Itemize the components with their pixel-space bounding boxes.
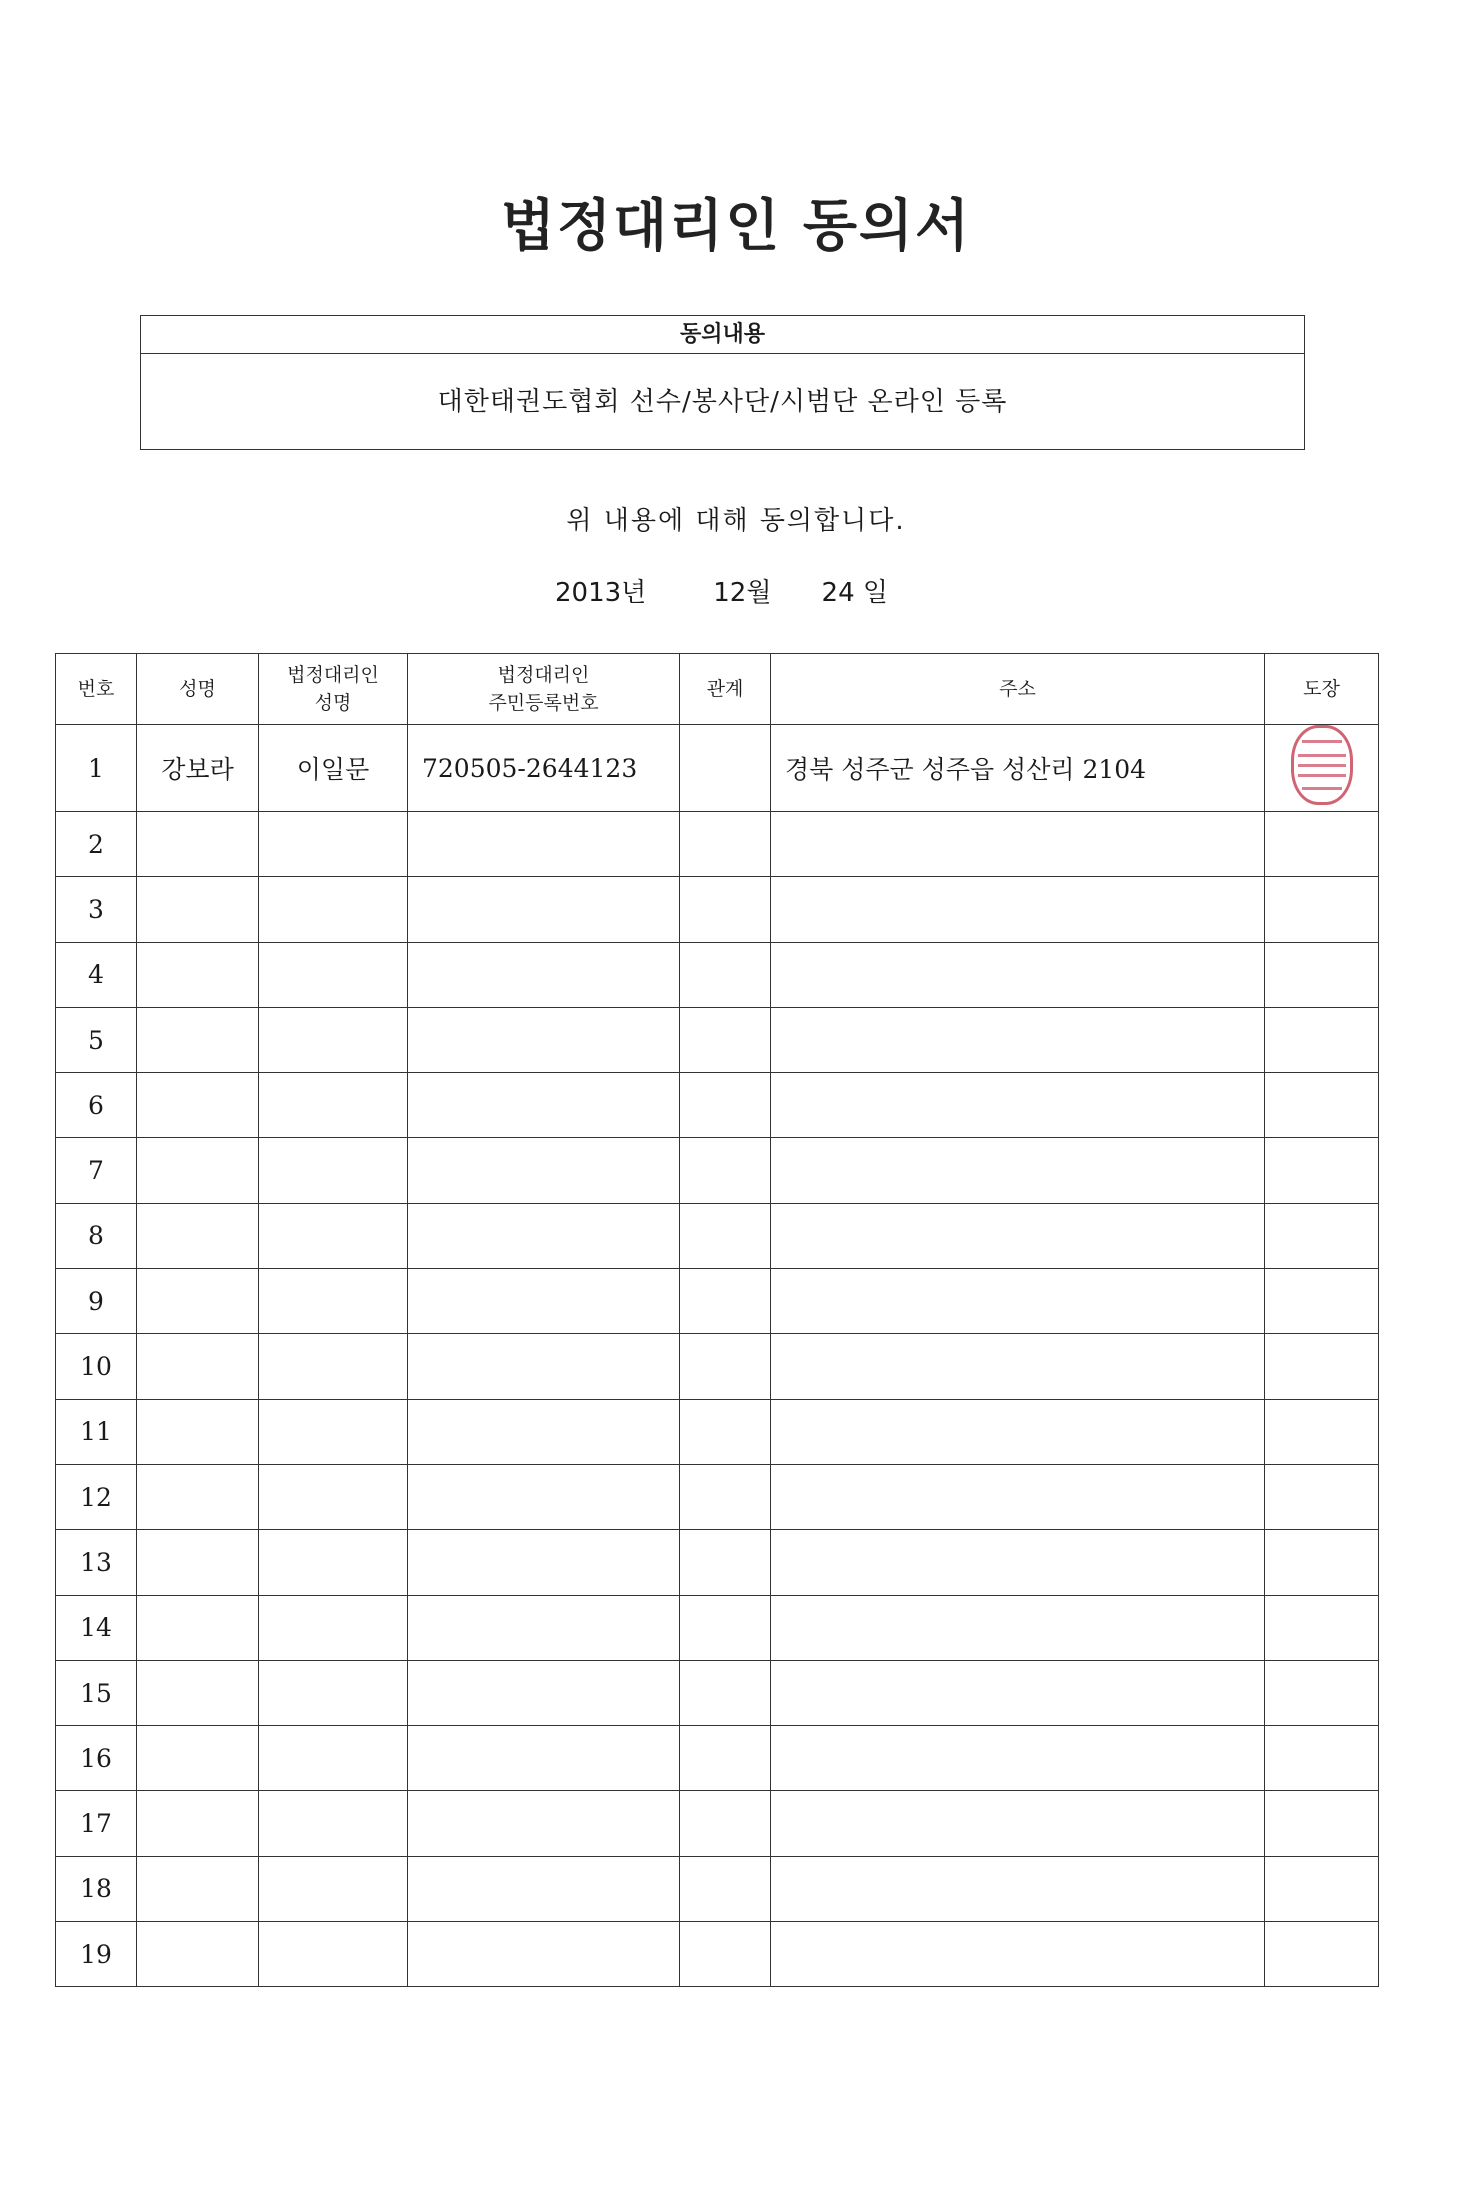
- row-address: 경북 성주군 성주읍 성산리 2104: [771, 725, 1265, 812]
- row-relation: [680, 1334, 771, 1399]
- row-number: 8: [56, 1203, 137, 1268]
- row-seal: [1265, 877, 1379, 942]
- row-relation: [680, 725, 771, 812]
- row-guardian-name: [259, 1922, 408, 1987]
- row-relation: [680, 1726, 771, 1791]
- table-row: [56, 1138, 1379, 1203]
- row-name: [137, 1464, 259, 1529]
- row-number: 5: [56, 1007, 137, 1072]
- row-guardian-name: [259, 877, 408, 942]
- consent-text: 대한태권도협회 선수/봉사단/시범단 온라인 등록: [437, 387, 1008, 417]
- row-seal: [1265, 1660, 1379, 1725]
- table-row: [56, 1073, 1379, 1138]
- consent-box: [140, 315, 1305, 450]
- row-name: [137, 1269, 259, 1334]
- row-guardian-id: [408, 1660, 680, 1725]
- row-address: [771, 1660, 1265, 1725]
- row-address: [771, 1138, 1265, 1203]
- row-number: 4: [56, 942, 137, 1007]
- row-guardian-id: [408, 1138, 680, 1203]
- row-relation: [680, 1530, 771, 1595]
- table-row: [56, 1334, 1379, 1399]
- row-address: [771, 1922, 1265, 1987]
- row-address: [771, 1073, 1265, 1138]
- table-row: [56, 1791, 1379, 1856]
- row-address: [771, 1269, 1265, 1334]
- row-number: 19: [56, 1922, 137, 1987]
- row-guardian-id: [408, 1464, 680, 1529]
- row-number: 10: [56, 1334, 137, 1399]
- row-number: 15: [56, 1660, 137, 1725]
- row-guardian-name: [259, 942, 408, 1007]
- row-guardian-name: [259, 1530, 408, 1595]
- guardian-roster-table: [55, 653, 1379, 1987]
- table-row: [56, 1922, 1379, 1987]
- seal-stamp-stroke: [1298, 754, 1346, 757]
- row-seal: [1265, 942, 1379, 1007]
- row-guardian-id: [408, 1399, 680, 1464]
- header-relation: 관계: [680, 654, 771, 725]
- header-guardian-name-line1: 법정대리인: [287, 664, 379, 686]
- table-row: [56, 1660, 1379, 1725]
- row-address: [771, 1791, 1265, 1856]
- row-guardian-name: [259, 1464, 408, 1529]
- row-name: [137, 1399, 259, 1464]
- row-name: [137, 1073, 259, 1138]
- row-guardian-id: [408, 1791, 680, 1856]
- table-row: [56, 1399, 1379, 1464]
- row-name: [137, 812, 259, 877]
- row-relation: [680, 877, 771, 942]
- row-number: 2: [56, 812, 137, 877]
- row-seal: [1265, 1073, 1379, 1138]
- row-seal: [1265, 1203, 1379, 1268]
- row-guardian-id: [408, 1269, 680, 1334]
- row-seal: [1265, 1726, 1379, 1791]
- header-guardian-id-line2: 주민등록번호: [488, 692, 599, 714]
- row-guardian-id: [408, 877, 680, 942]
- row-guardian-name: [259, 1595, 408, 1660]
- row-address: [771, 1007, 1265, 1072]
- row-guardian-name: [259, 1399, 408, 1464]
- row-name: [137, 1660, 259, 1725]
- row-guardian-id: [408, 1073, 680, 1138]
- row-guardian-name: [259, 1269, 408, 1334]
- row-guardian-name: [259, 1073, 408, 1138]
- consent-header: 동의내용: [141, 316, 1304, 354]
- row-seal: [1265, 1530, 1379, 1595]
- row-relation: [680, 1595, 771, 1660]
- row-relation: [680, 1399, 771, 1464]
- seal-stamp-icon: [1291, 725, 1353, 805]
- row-seal: [1265, 1138, 1379, 1203]
- row-address: [771, 1530, 1265, 1595]
- row-name: [137, 1726, 259, 1791]
- table-row: [56, 1007, 1379, 1072]
- row-relation: [680, 1203, 771, 1268]
- row-number: 11: [56, 1399, 137, 1464]
- row-seal: [1265, 1269, 1379, 1334]
- row-guardian-name: [259, 1856, 408, 1921]
- row-relation: [680, 1007, 771, 1072]
- table-row: [56, 1726, 1379, 1791]
- row-guardian-name: [259, 1726, 408, 1791]
- page-title: 법정대리인 동의서: [500, 194, 972, 259]
- header-address: 주소: [771, 654, 1265, 725]
- row-name: [137, 1791, 259, 1856]
- row-guardian-id: [408, 1334, 680, 1399]
- header-number: 번호: [56, 654, 137, 725]
- row-seal: [1265, 1791, 1379, 1856]
- row-guardian-id: [408, 812, 680, 877]
- date-day: 24 일: [821, 578, 888, 608]
- row-relation: [680, 1660, 771, 1725]
- agree-statement: 위 내용에 대해 동의합니다.: [566, 506, 906, 536]
- row-relation: [680, 1464, 771, 1529]
- row-guardian-id: [408, 1922, 680, 1987]
- header-guardian-name: [259, 654, 408, 725]
- row-relation: [680, 1269, 771, 1334]
- table-row: [56, 725, 1379, 812]
- row-address: [771, 1203, 1265, 1268]
- row-address: [771, 1464, 1265, 1529]
- date-month: 12월: [713, 578, 772, 608]
- roster-body: [56, 725, 1379, 1987]
- row-number: 18: [56, 1856, 137, 1921]
- table-row: [56, 812, 1379, 877]
- row-guardian-id: 720505-2644123: [408, 725, 680, 812]
- row-name: [137, 1334, 259, 1399]
- header-name: 성명: [137, 654, 259, 725]
- seal-stamp-stroke: [1298, 774, 1346, 777]
- row-name: 강보라: [137, 725, 259, 812]
- table-row: [56, 1269, 1379, 1334]
- row-guardian-name: [259, 1007, 408, 1072]
- row-seal: [1265, 1922, 1379, 1987]
- row-seal: [1265, 1399, 1379, 1464]
- row-guardian-name: [259, 1334, 408, 1399]
- row-relation: [680, 812, 771, 877]
- row-name: [137, 877, 259, 942]
- row-address: [771, 877, 1265, 942]
- row-seal: [1265, 1334, 1379, 1399]
- row-relation: [680, 1073, 771, 1138]
- table-header-row: [56, 654, 1379, 725]
- row-guardian-name: 이일문: [259, 725, 408, 812]
- row-guardian-id: [408, 1203, 680, 1268]
- row-address: [771, 812, 1265, 877]
- row-guardian-id: [408, 1856, 680, 1921]
- row-guardian-id: [408, 1007, 680, 1072]
- row-number: 12: [56, 1464, 137, 1529]
- header-guardian-name-line2: 성명: [314, 692, 352, 714]
- row-address: [771, 1334, 1265, 1399]
- row-relation: [680, 1138, 771, 1203]
- row-name: [137, 1203, 259, 1268]
- table-row: [56, 1464, 1379, 1529]
- table-row: [56, 1595, 1379, 1660]
- row-address: [771, 942, 1265, 1007]
- header-seal: 도장: [1265, 654, 1379, 725]
- row-seal: [1265, 1595, 1379, 1660]
- row-seal: [1265, 1464, 1379, 1529]
- row-relation: [680, 1791, 771, 1856]
- row-relation: [680, 942, 771, 1007]
- row-guardian-name: [259, 812, 408, 877]
- row-name: [137, 1530, 259, 1595]
- row-relation: [680, 1922, 771, 1987]
- row-seal: [1265, 1007, 1379, 1072]
- row-number: 14: [56, 1595, 137, 1660]
- row-guardian-name: [259, 1660, 408, 1725]
- row-seal: [1265, 725, 1379, 812]
- row-relation: [680, 1856, 771, 1921]
- row-name: [137, 1007, 259, 1072]
- row-number: 3: [56, 877, 137, 942]
- row-name: [137, 1595, 259, 1660]
- row-address: [771, 1595, 1265, 1660]
- row-address: [771, 1856, 1265, 1921]
- row-number: 16: [56, 1726, 137, 1791]
- row-name: [137, 1856, 259, 1921]
- row-number: 7: [56, 1138, 137, 1203]
- seal-stamp-stroke: [1298, 764, 1346, 767]
- row-number: 13: [56, 1530, 137, 1595]
- date-line: [555, 572, 888, 609]
- row-address: [771, 1726, 1265, 1791]
- row-number: 6: [56, 1073, 137, 1138]
- row-name: [137, 1138, 259, 1203]
- date-year: 2013년: [555, 578, 647, 608]
- header-guardian-id-line1: 법정대리인: [497, 664, 590, 686]
- row-number: 9: [56, 1269, 137, 1334]
- table-row: [56, 877, 1379, 942]
- row-address: [771, 1399, 1265, 1464]
- row-guardian-name: [259, 1138, 408, 1203]
- table-row: [56, 1530, 1379, 1595]
- row-guardian-id: [408, 942, 680, 1007]
- row-name: [137, 1922, 259, 1987]
- header-guardian-id: [408, 654, 680, 725]
- row-guardian-id: [408, 1595, 680, 1660]
- row-name: [137, 942, 259, 1007]
- table-row: [56, 1856, 1379, 1921]
- row-number: 1: [56, 725, 137, 812]
- row-guardian-name: [259, 1791, 408, 1856]
- row-seal: [1265, 1856, 1379, 1921]
- table-row: [56, 942, 1379, 1007]
- row-guardian-id: [408, 1726, 680, 1791]
- row-number: 17: [56, 1791, 137, 1856]
- row-guardian-name: [259, 1203, 408, 1268]
- table-row: [56, 1203, 1379, 1268]
- row-seal: [1265, 812, 1379, 877]
- row-guardian-id: [408, 1530, 680, 1595]
